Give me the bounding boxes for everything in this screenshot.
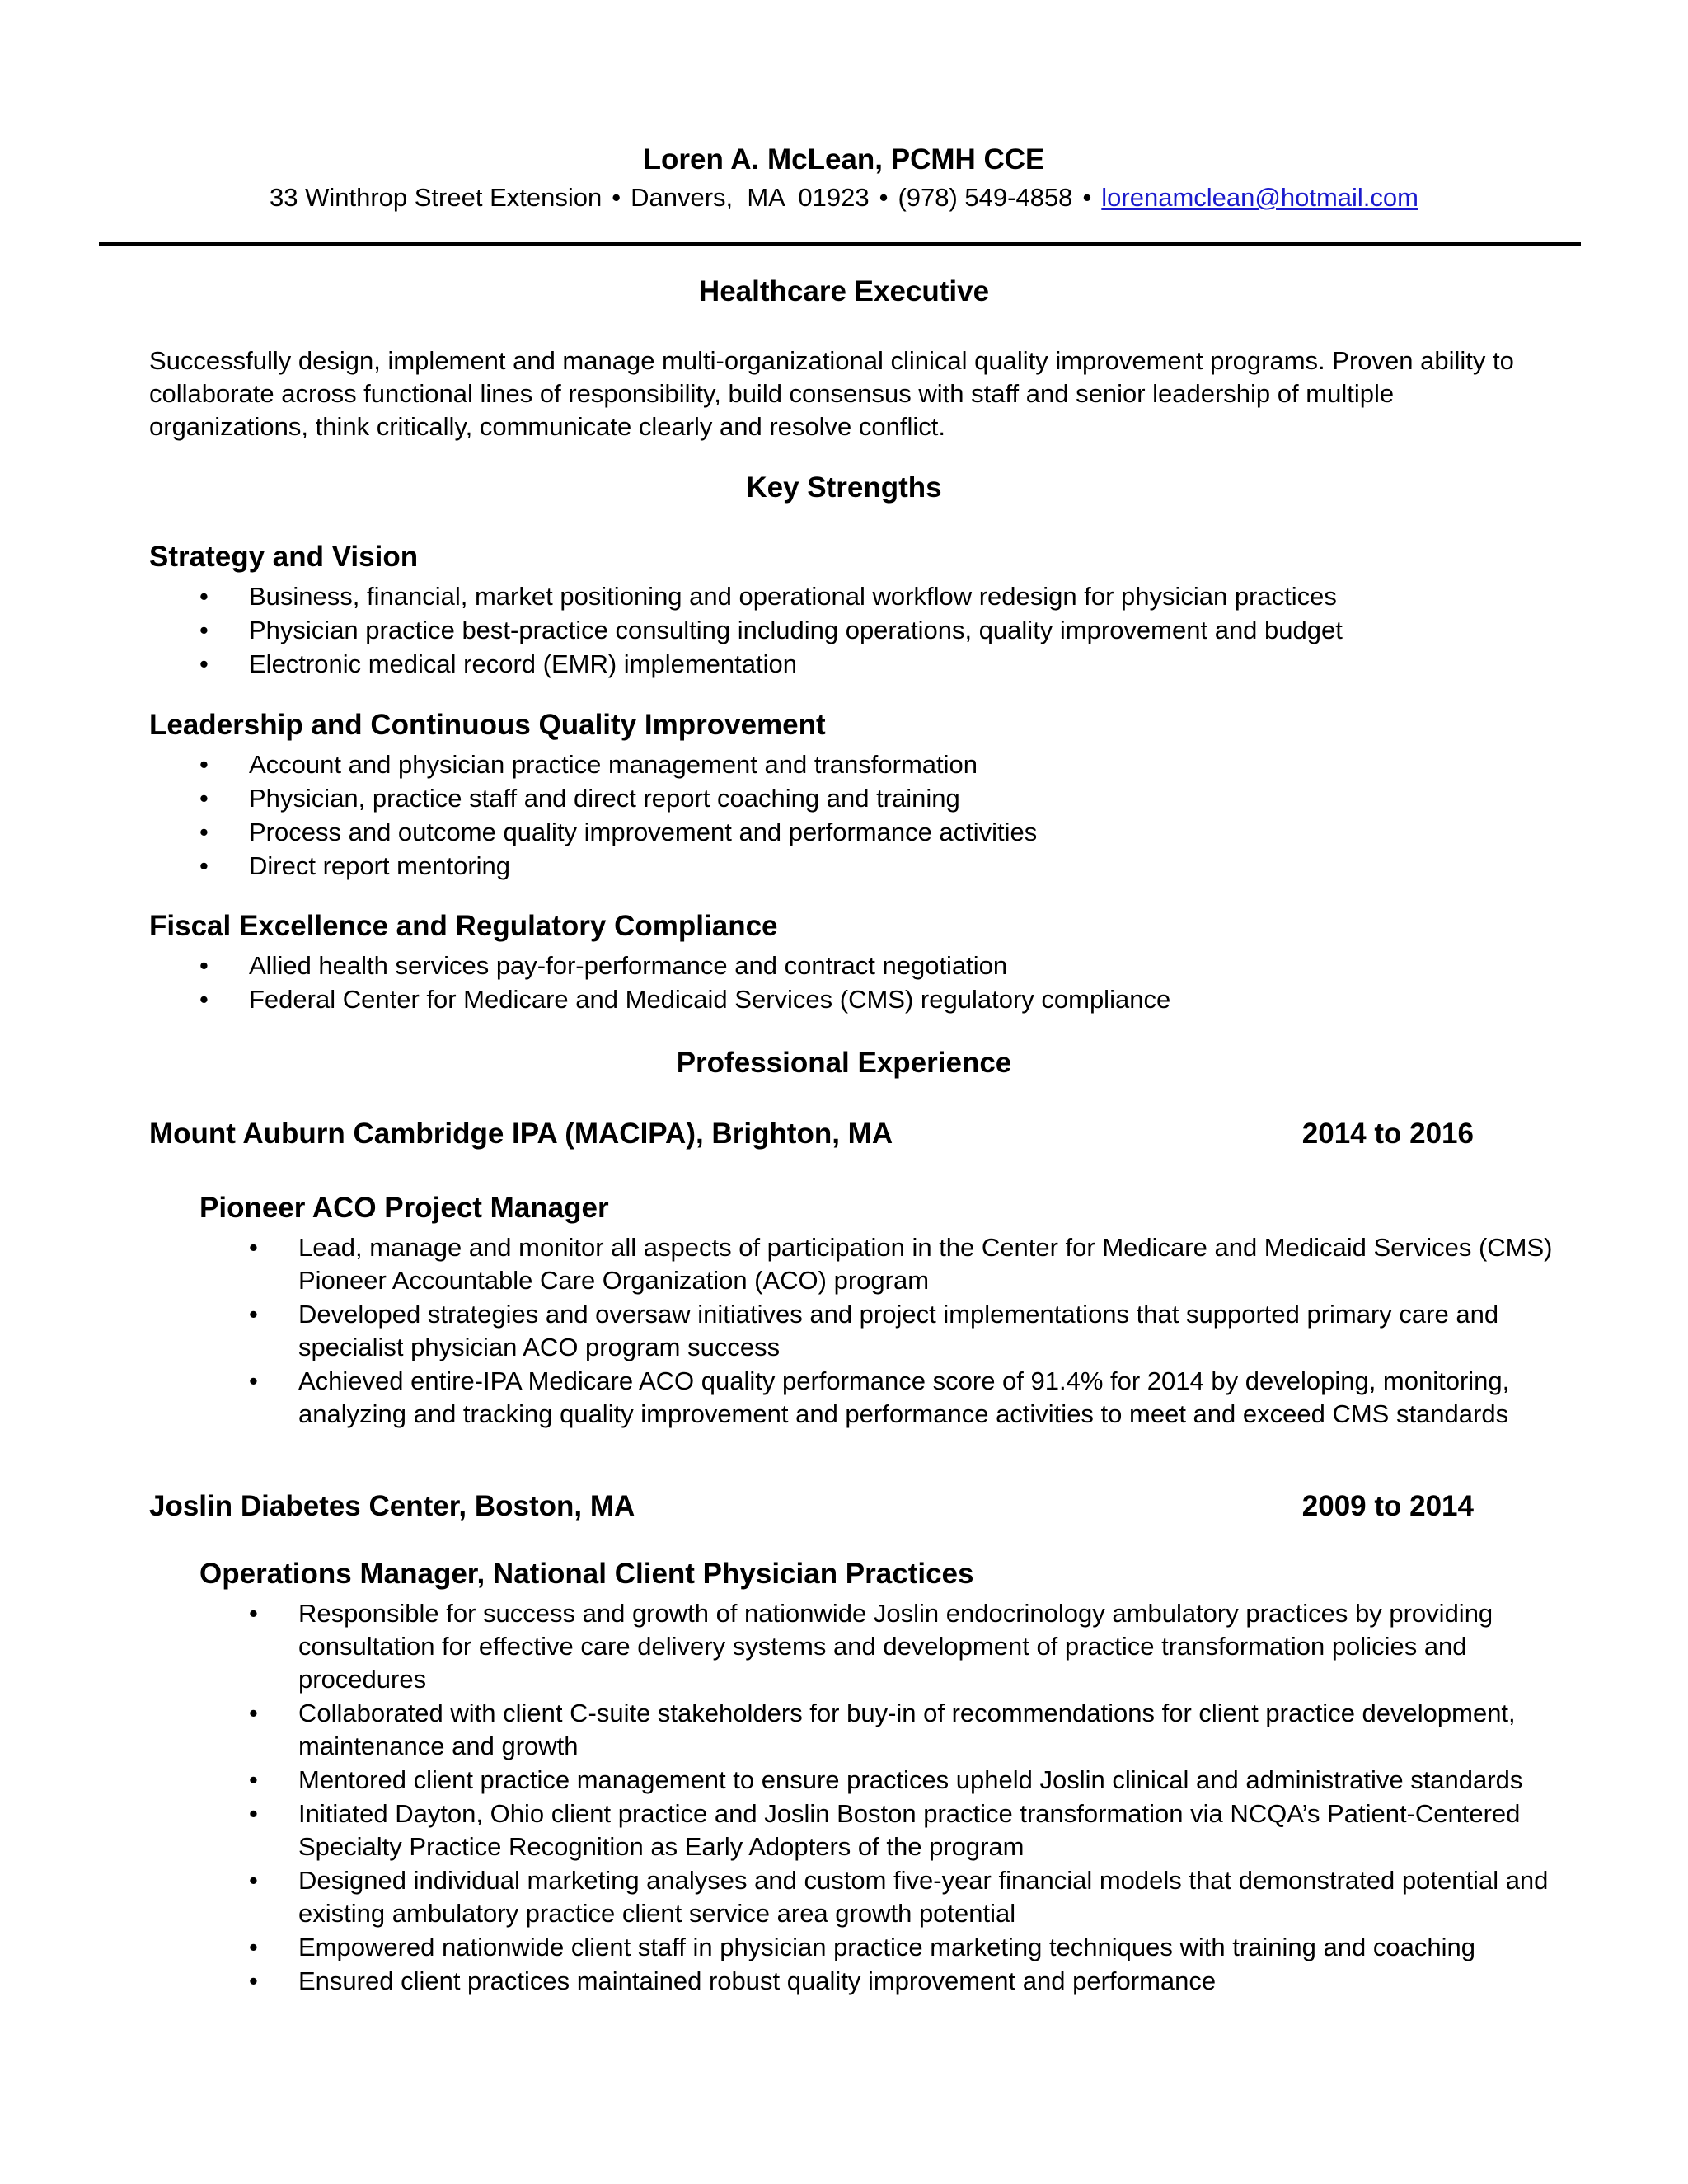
email-link[interactable]: lorenamclean@hotmail.com xyxy=(1101,183,1418,212)
bullet-icon: • xyxy=(249,1233,258,1262)
bullet-icon: • xyxy=(249,1300,258,1329)
list-item: • Allied health services pay-for-performance and contract negotiation xyxy=(249,949,1551,982)
bullet-icon: • xyxy=(249,1799,258,1828)
strength-list xyxy=(199,580,1551,682)
list-item: • Achieved entire-IPA Medicare ACO quality performance score of 91.4% for 2014 by developing, monitoring, analyzing and tracking quality improvement and performance activities to meet and exceed CMS standards xyxy=(249,1366,1510,1428)
list-item: • Physician practice best-practice consulting including operations, quality improvement and budget xyxy=(249,614,1551,647)
list-item: • Collaborated with client C-suite stakeholders for buy-in of recommendations for client practice development, maintenance and growth xyxy=(249,1699,1516,1760)
bullet-icon: • xyxy=(199,616,209,644)
contact-line xyxy=(0,183,1688,213)
bullet-icon: • xyxy=(249,1866,258,1895)
bullet-separator: • xyxy=(612,183,621,212)
bullet-separator: • xyxy=(1082,183,1092,212)
bullet-icon: • xyxy=(249,1366,258,1395)
job-title: Pioneer ACO Project Manager xyxy=(199,1192,609,1224)
header-divider xyxy=(99,242,1581,246)
list-item: • Ensured client practices maintained robust quality improvement and performance xyxy=(298,1965,1584,1998)
employer-name: Mount Auburn Cambridge IPA (MACIPA), Brighton, MA xyxy=(149,1118,893,1150)
employer-name: Joslin Diabetes Center, Boston, MA xyxy=(149,1490,635,1522)
list-item: • Developed strategies and oversaw initiatives and project implementations that supported primary care and specialist physician ACO program success xyxy=(249,1300,1499,1361)
bullet-icon: • xyxy=(199,784,209,813)
employment-years: 2014 to 2016 xyxy=(1301,1118,1474,1150)
strength-list xyxy=(199,748,1551,883)
employment-years: 2009 to 2014 xyxy=(1301,1490,1474,1522)
list-item: • Responsible for success and growth of nationwide Joslin endocrinology ambulatory practices by providing consultation for effective care delivery systems and development of practice transformation policies and procedures xyxy=(249,1599,1493,1694)
bullet-icon: • xyxy=(199,582,209,611)
list-item: • Mentored client practice management to ensure practices upheld Joslin clinical and administrative standards xyxy=(298,1764,1584,1797)
list-item: • Designed individual marketing analyses and custom five-year financial models that demonstrated potential and existing ambulatory practice client service area growth potential xyxy=(249,1866,1549,1928)
list-item: • Initiated Dayton, Ohio client practice and Joslin Boston practice transformation via NCQA’s Patient-Centered Specialty Practice Recognition as Early Adopters of the program xyxy=(249,1799,1521,1861)
strength-heading: Strategy and Vision xyxy=(149,541,419,573)
bullet-icon: • xyxy=(199,851,209,880)
list-item: • Direct report mentoring xyxy=(249,850,1551,883)
bullet-icon: • xyxy=(249,1699,258,1727)
city-state-zip: Danvers, MA 01923 xyxy=(631,183,870,212)
list-item: • Lead, manage and monitor all aspects of participation in the Center for Medicare and Medicaid Services (CMS) Pioneer Accountable Care Organization (ACO) program xyxy=(249,1233,1553,1295)
bullet-icon: • xyxy=(199,818,209,846)
section-title-key-strengths: Key Strengths xyxy=(746,471,942,504)
list-item: • Process and outcome quality improvement and performance activities xyxy=(249,816,1551,849)
street-address: 33 Winthrop Street Extension xyxy=(270,183,603,212)
job-duties-list xyxy=(249,1597,1584,1999)
bullet-icon: • xyxy=(249,1933,258,1961)
summary-paragraph: Successfully design, implement and manage multi-organizational clinical quality improvement programs. Proven ability to collaborate across functional lines of responsibility, build consensus with staff and senior leadership of multiple organizations, think critically, communicate clearly and resolve conflict. xyxy=(149,346,1514,441)
job-title: Operations Manager, National Client Physician Practices xyxy=(199,1558,974,1590)
bullet-icon: • xyxy=(249,1599,258,1628)
strength-heading: Fiscal Excellence and Regulatory Compliance xyxy=(149,910,778,942)
list-item: • Business, financial, market positioning and operational workflow redesign for physician practices xyxy=(249,580,1551,613)
list-item: • Federal Center for Medicare and Medicaid Services (CMS) regulatory compliance xyxy=(249,983,1551,1016)
bullet-icon: • xyxy=(199,951,209,980)
list-item: • Empowered nationwide client staff in physician practice marketing techniques with training and coaching xyxy=(298,1931,1584,1964)
list-item: • Account and physician practice management and transformation xyxy=(249,748,1551,781)
strength-heading: Leadership and Continuous Quality Improvement xyxy=(149,709,826,741)
bullet-separator: • xyxy=(879,183,889,212)
bullet-icon: • xyxy=(199,649,209,678)
bullet-icon: • xyxy=(249,1966,258,1995)
section-title-summary: Healthcare Executive xyxy=(698,275,990,307)
phone-number: (978) 549-4858 xyxy=(898,183,1073,212)
bullet-icon: • xyxy=(249,1765,258,1794)
job-duties-list xyxy=(249,1231,1584,1432)
strength-list xyxy=(199,949,1551,1017)
list-item: • Physician, practice staff and direct report coaching and training xyxy=(249,782,1551,815)
bullet-icon: • xyxy=(199,985,209,1014)
section-title-experience: Professional Experience xyxy=(676,1047,1012,1079)
bullet-icon: • xyxy=(199,750,209,779)
candidate-name: Loren A. McLean, PCMH CCE xyxy=(643,143,1045,176)
list-item: • Electronic medical record (EMR) implementation xyxy=(249,648,1551,681)
